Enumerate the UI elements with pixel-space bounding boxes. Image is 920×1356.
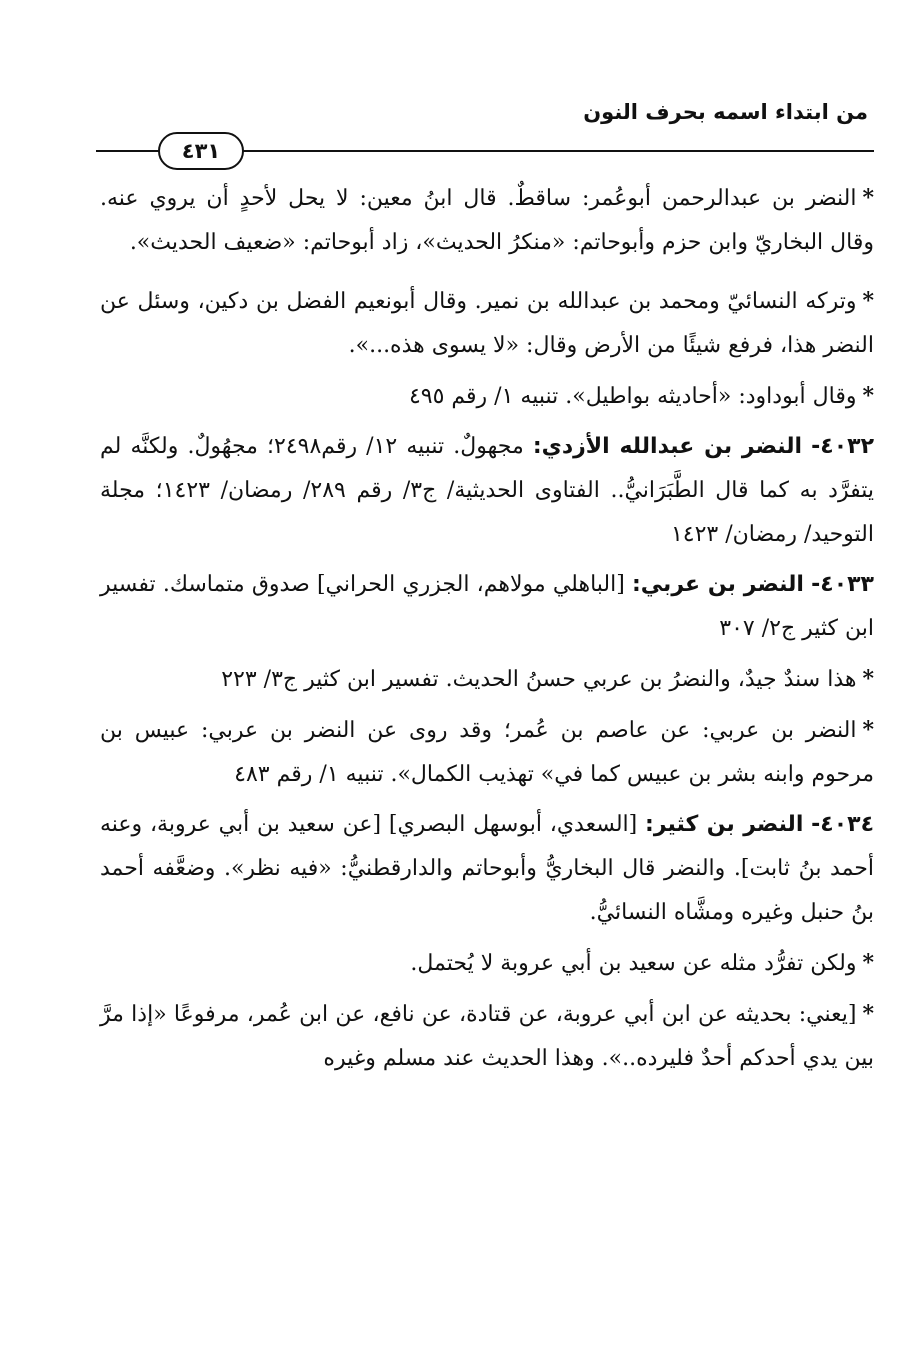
- entry-text: مجهولٌ. تنبيه ١٢/ رقم٢٤٩٨؛ مجهُولٌ. ولكنَّه لم يتفرَّد به كما قال الطَّبَرَانيُّ.. الفتاوى الحديثية/ ج٣/ رقم ٢٨٩/ رمضان/ ١٤٢٣؛ مجلة التوحيد/ رمضان/ ١٤٢٣: [100, 434, 875, 547]
- asterisk-marker: *: [862, 717, 874, 743]
- asterisk-marker: *: [862, 288, 874, 314]
- entry-4034: [100, 803, 874, 935]
- paragraph-text: النضر بن عبدالرحمن أبوعُمر: ساقطٌ. قال ابنُ معين: لا يحل لأحدٍ أن يروي عنه. وقال البخاريّ وابن حزم وأبوحاتم: «منكرُ الحديث»، زاد أبوحاتم: «ضعيف الحديث».: [100, 186, 874, 255]
- entry-name: النضر بن عبدالله الأزدي:: [532, 434, 803, 459]
- paragraph: [100, 992, 874, 1081]
- paragraph-text: هذا سندٌ جيدٌ، والنضرُ بن عربي حسنُ الحديث. تفسير ابن كثير ج٣/ ٢٢٣: [221, 667, 857, 692]
- entry-4033: [100, 563, 874, 651]
- page-body: [100, 176, 874, 1346]
- paragraph-text: [يعني: بحديثه عن ابن أبي عروبة، عن قتادة، عن نافع، عن ابن عُمر، مرفوعًا «إذا مرَّ بين يدي أحدكم أحدٌ فليرده..». وهذا الحديث عند مسلم وغيره: [100, 1002, 874, 1071]
- entry-text: [السعدي، أبوسهل البصري] [عن سعيد بن أبي عروبة، وعنه أحمد بنُ ثابت]. والنضر قال البخاريُّ وأبوحاتم والدارقطنيُّ: «فيه نظر». وضعَّفه أحمد بنُ حنبل وغيره ومشَّاه النسائيُّ.: [100, 812, 874, 925]
- asterisk-marker: *: [862, 950, 874, 976]
- entry-name: النضر بن كثير:: [645, 812, 804, 837]
- asterisk-marker: *: [862, 1001, 874, 1027]
- entry-number: ٤٠٣٣-: [811, 572, 874, 597]
- entry-number: ٤٠٣٤-: [811, 812, 874, 837]
- entry-name: النضر بن عربي:: [632, 572, 804, 597]
- paragraph: [100, 374, 874, 419]
- asterisk-marker: *: [862, 666, 874, 692]
- paragraph: [100, 279, 874, 368]
- running-header: من ابتداء اسمه بحرف النون: [583, 100, 868, 124]
- paragraph-text: ولكن تفرُّد مثله عن سعيد بن أبي عروبة لا يُحتمل.: [410, 951, 857, 976]
- entry-text: [الباهلي مولاهم، الجزري الحراني] صدوق متماسك. تفسير ابن كثير ج٢/ ٣٠٧: [100, 572, 874, 641]
- paragraph: [100, 176, 874, 265]
- asterisk-marker: *: [862, 185, 874, 211]
- paragraph-text: وتركه النسائيّ ومحمد بن عبدالله بن نمير. وقال أبونعيم الفضل بن دكين، وسئل عن النضر هذا، فرفع شيئًا من الأرض وقال: «لا يسوى هذه...».: [100, 289, 874, 358]
- paragraph-text: وقال أبوداود: «أحاديثه بواطيل». تنبيه ١/ رقم ٤٩٥: [408, 384, 857, 409]
- entry-4032: [100, 425, 874, 557]
- paragraph: [100, 941, 874, 986]
- entry-number: ٤٠٣٢-: [811, 434, 875, 459]
- paragraph: [100, 708, 874, 797]
- paragraph-text: النضر بن عربي: عن عاصم بن عُمر؛ وقد روى عن النضر بن عربي: عبيس بن مرحوم وابنه بشر بن عبيس كما في» تهذيب الكمال». تنبيه ١/ رقم ٤٨٣: [100, 718, 874, 787]
- asterisk-marker: *: [862, 383, 874, 409]
- page-number: ٤٣١: [158, 132, 244, 170]
- paragraph: [100, 657, 874, 702]
